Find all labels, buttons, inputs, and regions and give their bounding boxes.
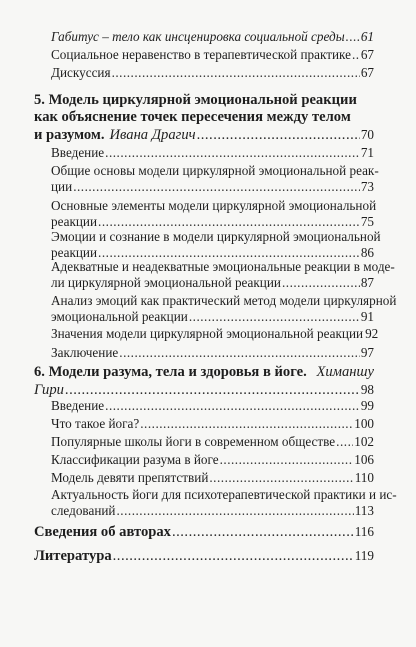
toc-entry-page: 75 [360, 214, 374, 229]
toc-entry-page: 67 [360, 47, 374, 62]
toc-entry-title: ции [51, 179, 73, 194]
toc-entry-model-meanings [51, 326, 379, 342]
toc-entry-yoga-relevance [51, 503, 374, 519]
toc-entry-title: Литература [34, 548, 112, 564]
toc-entry-title: эмоциональной реакции [51, 309, 188, 324]
toc-entry-title: Популярные школы йоги в современном обществе [51, 434, 336, 449]
toc-entry-title: Заключение [51, 345, 119, 360]
dot-leader [117, 503, 354, 519]
dot-leader [209, 470, 353, 486]
dot-leader [172, 524, 354, 541]
toc-entry-title: Введение [51, 145, 105, 160]
dot-leader [112, 65, 360, 81]
toc-entry-main-elements [51, 214, 374, 230]
toc-entry-page: 67 [360, 65, 374, 80]
chapter-5-author: Ивана Драгич [109, 127, 196, 143]
toc-entry-title: Дискуссия [51, 65, 111, 80]
toc-entry-conclusion-5 [51, 345, 374, 361]
toc-entry-title: реакции [51, 214, 98, 229]
toc-entry-title: Социальное неравенство в терапевтической практике [51, 47, 351, 62]
toc-entry-page: 99 [360, 398, 374, 413]
dot-leader [105, 398, 360, 414]
toc-entry-page: 61 [360, 29, 374, 44]
dot-leader [282, 275, 360, 291]
toc-entry-page: 92 [365, 326, 379, 341]
toc-entry-title: следований [51, 503, 116, 518]
toc-entry-main-elements-line1: Основные элементы модели циркулярной эмоциональной [51, 198, 377, 213]
chapter-5-page: 70 [360, 127, 374, 142]
toc-entry-page: 91 [360, 309, 374, 324]
toc-entry-nine-obstacles [51, 470, 374, 486]
toc-entry-emotion-analysis-line1: Анализ эмоций как практический метод модели циркулярной [51, 293, 397, 308]
chapter-5-heading-line1: 5. Модель циркулярной эмоциональной реакции [34, 92, 357, 108]
dot-leader [65, 382, 360, 399]
dot-leader [105, 145, 360, 161]
chapter-5-heading-line3 [34, 126, 374, 144]
toc-entry-title: Значения модели циркулярной эмоциональной реакции [51, 326, 364, 341]
chapter-5-heading-tail: и разумом. [34, 127, 105, 143]
dot-leader [119, 345, 360, 361]
chapter-6-heading-title: 6. Модели разума, тела и здоровья в йоге. [34, 364, 307, 380]
toc-entry-title: Габитус – тело как инсценировка социальной среды [51, 29, 345, 44]
toc-entry-page: 73 [360, 179, 374, 194]
toc-entry-title: Что такое йога? [51, 416, 140, 431]
toc-entry-page: 86 [360, 245, 374, 260]
toc-entry-page: 116 [354, 524, 374, 539]
dot-leader [73, 179, 360, 195]
toc-entry-title: Сведения об авторах [34, 524, 171, 540]
dot-leader [140, 416, 353, 432]
toc-entry-title: Введение [51, 398, 105, 413]
dot-leader [113, 548, 354, 565]
toc-entry-page: 119 [354, 548, 374, 563]
toc-entry-title: реакции [51, 245, 98, 260]
toc-entry-page: 71 [360, 145, 374, 160]
toc-entry-inequality [51, 47, 374, 63]
chapter-6-heading-line2 [34, 381, 374, 399]
dot-leader [220, 452, 354, 468]
toc-entry-page: 106 [354, 452, 374, 467]
toc-entry-what-is-yoga [51, 416, 374, 432]
toc-entry-page: 102 [354, 434, 374, 449]
toc-entry-emotions-consciousness-line1: Эмоции и сознание в модели циркулярной эмоциональной [51, 229, 381, 244]
toc-entry-popular-schools [51, 434, 374, 450]
dot-leader [98, 214, 360, 230]
dot-leader [189, 309, 360, 325]
toc-entry-general-basics-line1: Общие основы модели циркулярной эмоциональной реак- [51, 163, 379, 178]
toc-entry-title: Классификации разума в йоге [51, 452, 219, 467]
dot-leader [336, 434, 353, 450]
toc-entry-intro-5 [51, 145, 374, 161]
chapter-6-heading-line1 [34, 364, 374, 381]
toc-entry-literature [34, 547, 374, 565]
toc-entry-discussion [51, 65, 374, 81]
chapter-5-heading-line2: как объяснение точек пересечения между телом [34, 109, 351, 125]
toc-entry-title: ли циркулярной эмоциональной реакции [51, 275, 281, 290]
toc-entry-mind-classification [51, 452, 374, 468]
toc-entry-title: Модель девяти препятствий [51, 470, 209, 485]
dot-leader [352, 47, 360, 63]
toc-entry-page: 100 [354, 416, 374, 431]
toc-entry-general-basics [51, 179, 374, 195]
toc-entry-page: 110 [354, 470, 374, 485]
toc-entry-intro-6 [51, 398, 374, 414]
toc-entry-authors [34, 523, 374, 541]
dot-leader [197, 127, 360, 144]
toc-entry-emotion-analysis [51, 309, 374, 325]
chapter-6-page: 98 [360, 382, 374, 397]
toc-entry-yoga-relevance-line1: Актуальность йоги для психотерапевтической практики и ис- [51, 487, 397, 502]
dot-leader [346, 29, 360, 45]
toc-entry-page: 97 [360, 345, 374, 360]
toc-entry-adequate-reactions [51, 275, 374, 291]
toc-entry-page: 87 [360, 275, 374, 290]
toc-entry-habitus [51, 29, 374, 45]
toc-entry-adequate-reactions-line1: Адекватные и неадекватные эмоциональные реакции в моде- [51, 259, 395, 274]
chapter-6-author-last: Гири [34, 382, 64, 398]
chapter-6-author-first: Химаншу [316, 364, 374, 380]
toc-entry-page: 113 [354, 503, 374, 518]
